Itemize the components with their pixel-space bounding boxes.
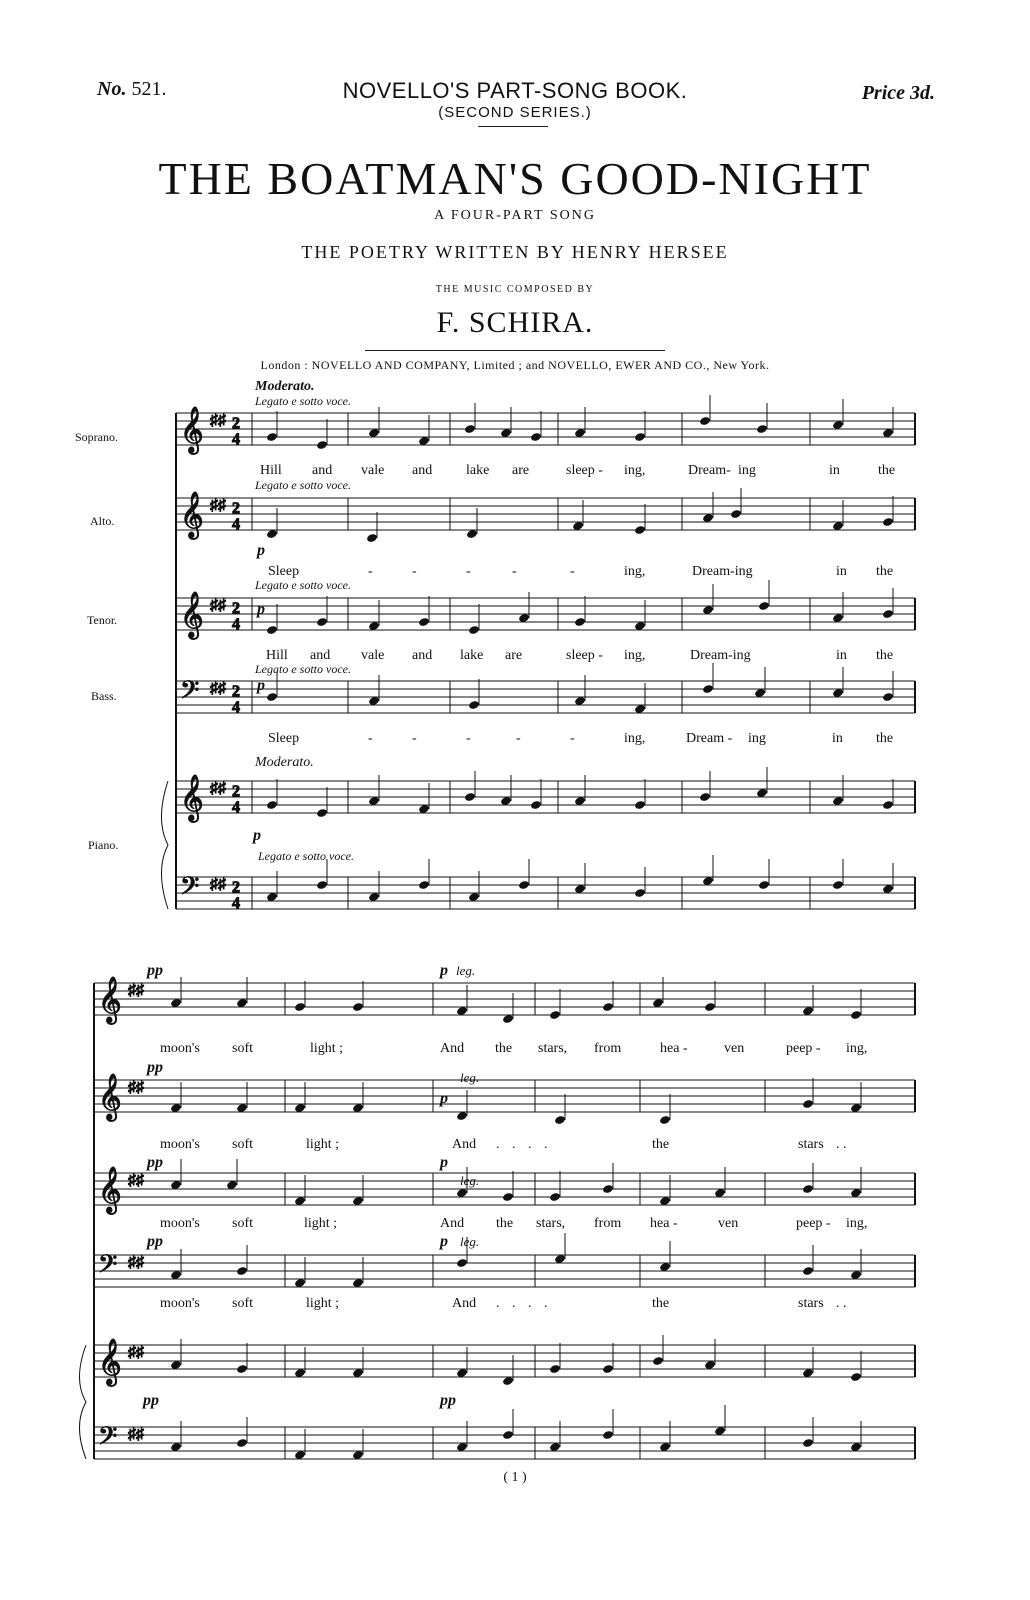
note-head <box>316 617 328 627</box>
note-head <box>316 440 328 450</box>
lyric: Dream - <box>686 731 733 746</box>
lyric: and <box>312 463 333 478</box>
lyric: ing, <box>624 463 646 478</box>
lyric: - <box>412 731 417 746</box>
dynamic-pp: pp <box>440 1392 456 1409</box>
lyric: are <box>505 648 523 663</box>
lyric: in <box>836 564 847 579</box>
lyric: moon's <box>160 1137 200 1152</box>
lyric: the <box>495 1041 513 1056</box>
note-head <box>530 432 542 442</box>
book-title: NOVELLO'S PART-SONG BOOK. <box>342 78 688 103</box>
leg-marking: leg. <box>460 1173 480 1188</box>
piano-brace-icon <box>162 781 169 909</box>
note-head <box>730 509 742 519</box>
note-head <box>634 525 646 535</box>
time-signature-icon: 4 <box>232 699 240 716</box>
note-head <box>882 517 894 527</box>
note-head <box>266 432 278 442</box>
lyric: - <box>466 731 471 746</box>
note-head <box>802 1266 814 1276</box>
key-signature-icon: ♯♯ <box>128 982 144 999</box>
dynamic-pp: pp <box>147 962 163 979</box>
key-signature-icon: ♯♯ <box>128 1344 144 1361</box>
time-signature-icon: 2 <box>232 600 240 617</box>
note-head <box>236 1364 248 1374</box>
lyric: stars <box>798 1296 824 1311</box>
lyric: moon's <box>160 1216 200 1231</box>
lyric: - <box>516 731 521 746</box>
lyric: - <box>368 731 373 746</box>
dynamic-p: p <box>440 1154 448 1171</box>
key-signature-icon: ♯♯ <box>210 876 226 893</box>
leg-marking: leg. <box>460 1234 480 1249</box>
time-signature-icon: 4 <box>232 516 240 533</box>
lyric: hea - <box>660 1041 688 1056</box>
note-head <box>574 617 586 627</box>
dynamic-pp: pp <box>147 1059 163 1076</box>
treble-clef-icon: 𝄞 <box>180 775 204 820</box>
note-head <box>468 625 480 635</box>
time-signature-icon: 4 <box>232 431 240 448</box>
lyric: - <box>412 564 417 579</box>
music-credit: THE MUSIC COMPOSED BY <box>435 284 595 295</box>
treble-clef-icon: 𝄞 <box>180 492 204 537</box>
note-head <box>802 1438 814 1448</box>
lyric: - <box>570 731 575 746</box>
voice-label-alto: Alto. <box>90 514 115 528</box>
note-head <box>518 880 530 890</box>
lyric: and <box>412 463 433 478</box>
legato-marking: Legato e sotto voce. <box>255 662 351 676</box>
lyric: Sleep <box>268 731 300 746</box>
lyric: stars <box>798 1137 824 1152</box>
note-head <box>236 1266 248 1276</box>
note-head <box>699 416 711 426</box>
lyric: . <box>544 1137 548 1152</box>
lyric: in <box>829 463 840 478</box>
lyric: Dream- <box>688 463 731 478</box>
key-signature-icon: ♯♯ <box>210 680 226 697</box>
lyric: ven <box>724 1041 745 1056</box>
note-head <box>266 625 278 635</box>
key-signature-icon: ♯♯ <box>128 1254 144 1271</box>
bass-clef-icon: 𝄢 <box>98 1251 118 1284</box>
note-head <box>236 1438 248 1448</box>
lyric: moon's <box>160 1296 200 1311</box>
lyric: hea - <box>650 1216 678 1231</box>
lyric: soft <box>232 1041 253 1056</box>
song-subtitle: A FOUR-PART SONG <box>434 208 596 223</box>
lyric: Hill <box>260 463 282 478</box>
lyric: Sleep <box>268 564 300 579</box>
note-head <box>530 800 542 810</box>
lyric: the <box>876 648 894 663</box>
note-head <box>468 700 480 710</box>
voice-label-piano: Piano. <box>88 838 119 852</box>
bass-clef-icon: 𝄢 <box>180 873 200 906</box>
lyric: soft <box>232 1296 253 1311</box>
note-head <box>554 1115 566 1125</box>
note-head <box>464 792 476 802</box>
note-head <box>502 1192 514 1202</box>
dynamic-p: p <box>257 601 265 618</box>
lyric: . <box>496 1137 500 1152</box>
lyric: . . <box>836 1137 847 1152</box>
note-head <box>758 880 770 890</box>
note-head <box>882 609 894 619</box>
composer: F. SCHIRA. <box>436 306 594 339</box>
key-signature-icon: ♯♯ <box>210 412 226 429</box>
song-title: THE BOATMAN'S GOOD-NIGHT <box>158 153 872 204</box>
time-signature-icon: 2 <box>232 783 240 800</box>
lyrics-tenor-2 <box>160 1216 867 1231</box>
treble-clef-icon: 𝄞 <box>98 1167 122 1212</box>
note-head <box>634 800 646 810</box>
lyric: ven <box>718 1216 739 1231</box>
time-signature-icon: 2 <box>232 500 240 517</box>
time-signature-icon: 4 <box>232 895 240 912</box>
lyric: . <box>528 1137 532 1152</box>
dynamic-p: p <box>257 677 265 694</box>
poetry-credit: THE POETRY WRITTEN BY HENRY HERSEE <box>301 242 729 262</box>
series-label: (SECOND SERIES.) <box>438 104 592 121</box>
legato-marking: Legato e sotto voce. <box>255 578 351 592</box>
lyric: ing <box>738 463 756 478</box>
note-head <box>352 1002 364 1012</box>
note-head <box>802 1184 814 1194</box>
lyric: in <box>836 648 847 663</box>
lyric: in <box>832 731 843 746</box>
lyric: . <box>512 1296 516 1311</box>
lyric: Hill <box>266 648 288 663</box>
note-head <box>549 1364 561 1374</box>
note-head <box>602 1430 614 1440</box>
note-head <box>549 1192 561 1202</box>
time-signature-icon: 4 <box>232 799 240 816</box>
lyric: light ; <box>306 1137 340 1152</box>
lyric: light ; <box>304 1216 338 1231</box>
note-head <box>294 1002 306 1012</box>
dynamic-pp: pp <box>143 1392 159 1409</box>
lyric: . . <box>836 1296 847 1311</box>
lyric: . <box>528 1296 532 1311</box>
lyric: ing, <box>624 648 646 663</box>
key-signature-icon: ♯♯ <box>210 597 226 614</box>
lyric: the <box>876 564 894 579</box>
bass-clef-icon: 𝄢 <box>98 1423 118 1456</box>
lyric: . <box>544 1296 548 1311</box>
lyric: light ; <box>310 1041 344 1056</box>
key-signature-icon: ♯♯ <box>128 1079 144 1096</box>
note-head <box>266 692 278 702</box>
bass-clef-icon: 𝄢 <box>180 677 200 710</box>
leg-marking: leg. <box>456 963 476 978</box>
lyric: are <box>512 463 530 478</box>
lyric: sleep - <box>566 463 603 478</box>
note-head <box>602 1002 614 1012</box>
note-head <box>266 800 278 810</box>
lyric: ing <box>748 731 766 746</box>
treble-clef-icon: 𝄞 <box>180 407 204 452</box>
lyric: ing, <box>624 731 646 746</box>
note-head <box>758 601 770 611</box>
lyric: the <box>876 731 894 746</box>
lyric: And <box>452 1296 477 1311</box>
tempo-marking: Moderato. <box>255 755 314 770</box>
treble-clef-icon: 𝄞 <box>98 1339 122 1384</box>
lyric: And <box>452 1137 477 1152</box>
dynamic-pp: pp <box>147 1233 163 1250</box>
lyric: the <box>652 1137 670 1152</box>
lyric: and <box>412 648 433 663</box>
legato-marking: Legato e sotto voce. <box>255 394 351 408</box>
lyric: ing, <box>846 1216 868 1231</box>
note-head <box>882 692 894 702</box>
lyrics-soprano-1 <box>260 463 895 478</box>
voice-label-bass: Bass. <box>91 689 117 703</box>
lyric: light ; <box>306 1296 340 1311</box>
lyric: lake <box>466 463 490 478</box>
key-signature-icon: ♯♯ <box>210 497 226 514</box>
lyric: - <box>466 564 471 579</box>
lyrics-tenor-1 <box>266 648 893 663</box>
note-head <box>464 424 476 434</box>
lyric: moon's <box>160 1041 200 1056</box>
lyric: peep - <box>786 1041 821 1056</box>
page-number: ( 1 ) <box>503 1470 527 1485</box>
tempo-marking: Moderato. <box>255 379 315 394</box>
dynamic-p: p <box>253 827 261 844</box>
legato-marking: Legato e sotto voce. <box>255 478 351 492</box>
lyric: And <box>440 1041 465 1056</box>
note-head <box>882 800 894 810</box>
part-number: No. 521. <box>97 78 167 100</box>
voice-label-tenor: Tenor. <box>87 613 118 627</box>
lyric: from <box>594 1041 622 1056</box>
lyrics-alto-2 <box>160 1137 847 1152</box>
note-head <box>549 1010 561 1020</box>
dynamic-p: p <box>440 1090 448 1107</box>
lyric: vale <box>361 463 385 478</box>
note-head <box>802 1099 814 1109</box>
note-head <box>316 808 328 818</box>
lyric: from <box>594 1216 622 1231</box>
lyrics-bass-1 <box>268 731 893 746</box>
key-signature-icon: ♯♯ <box>128 1172 144 1189</box>
lyrics-soprano-2 <box>160 1041 867 1056</box>
voice-label-soprano: Soprano. <box>75 430 118 444</box>
note-head <box>704 1002 716 1012</box>
lyric: - <box>512 564 517 579</box>
key-signature-icon: ♯♯ <box>128 1426 144 1443</box>
lyric: And <box>440 1216 465 1231</box>
price: Price 3d. <box>861 82 935 104</box>
lyric: - <box>368 564 373 579</box>
publisher-line: London : NOVELLO AND COMPANY, Limited ; and NOVELLO, EWER AND CO., New York. <box>260 358 770 372</box>
lyric: - <box>570 564 575 579</box>
lyric: lake <box>460 648 484 663</box>
note-heads <box>170 395 894 1460</box>
note-head <box>316 880 328 890</box>
lyric: the <box>652 1296 670 1311</box>
note-head <box>702 684 714 694</box>
treble-clef-icon: 𝄞 <box>98 977 122 1022</box>
lyric: stars, <box>538 1041 568 1056</box>
lyric: . <box>512 1137 516 1152</box>
treble-clef-icon: 𝄞 <box>98 1074 122 1119</box>
treble-clef-icon: 𝄞 <box>180 592 204 637</box>
note-head <box>634 432 646 442</box>
lyric: the <box>878 463 896 478</box>
note-head <box>634 888 646 898</box>
lyric: soft <box>232 1216 253 1231</box>
lyric: Dream-ing <box>692 564 753 579</box>
note-head <box>456 1258 468 1268</box>
dynamic-p: p <box>440 962 448 979</box>
lyric: . <box>496 1296 500 1311</box>
time-signature-icon: 4 <box>232 616 240 633</box>
lyric: sleep - <box>566 648 603 663</box>
note-head <box>850 1010 862 1020</box>
note-head <box>850 1372 862 1382</box>
note-head <box>366 533 378 543</box>
lyric: vale <box>361 648 385 663</box>
lyric: soft <box>232 1137 253 1152</box>
note-head <box>502 1430 514 1440</box>
time-signature-icon: 2 <box>232 415 240 432</box>
note-head <box>832 880 844 890</box>
lyrics-alto-1 <box>268 564 893 579</box>
lyric: Dream-ing <box>690 648 751 663</box>
lyric: stars, <box>536 1216 566 1231</box>
lyric: the <box>496 1216 514 1231</box>
note-head <box>418 880 430 890</box>
lyric: ing, <box>624 564 646 579</box>
note-head <box>602 1184 614 1194</box>
note-head <box>652 1356 664 1366</box>
time-signature-icon: 2 <box>232 683 240 700</box>
dynamic-pp: pp <box>147 1154 163 1171</box>
lyric: peep - <box>796 1216 831 1231</box>
legato-marking: Legato e sotto voce. <box>258 849 354 863</box>
note-head <box>602 1364 614 1374</box>
note-head <box>418 617 430 627</box>
dynamic-p: p <box>440 1233 448 1250</box>
dynamic-p: p <box>257 542 265 559</box>
time-signature-icon: 2 <box>232 879 240 896</box>
piano-brace-icon <box>80 1345 87 1459</box>
lyric: ing, <box>846 1041 868 1056</box>
key-signature-icon: ♯♯ <box>210 780 226 797</box>
note-head <box>756 424 768 434</box>
leg-marking: leg. <box>460 1070 480 1085</box>
lyrics-bass-2 <box>160 1296 847 1311</box>
lyric: and <box>310 648 331 663</box>
note-head <box>699 792 711 802</box>
note-head <box>659 1115 671 1125</box>
